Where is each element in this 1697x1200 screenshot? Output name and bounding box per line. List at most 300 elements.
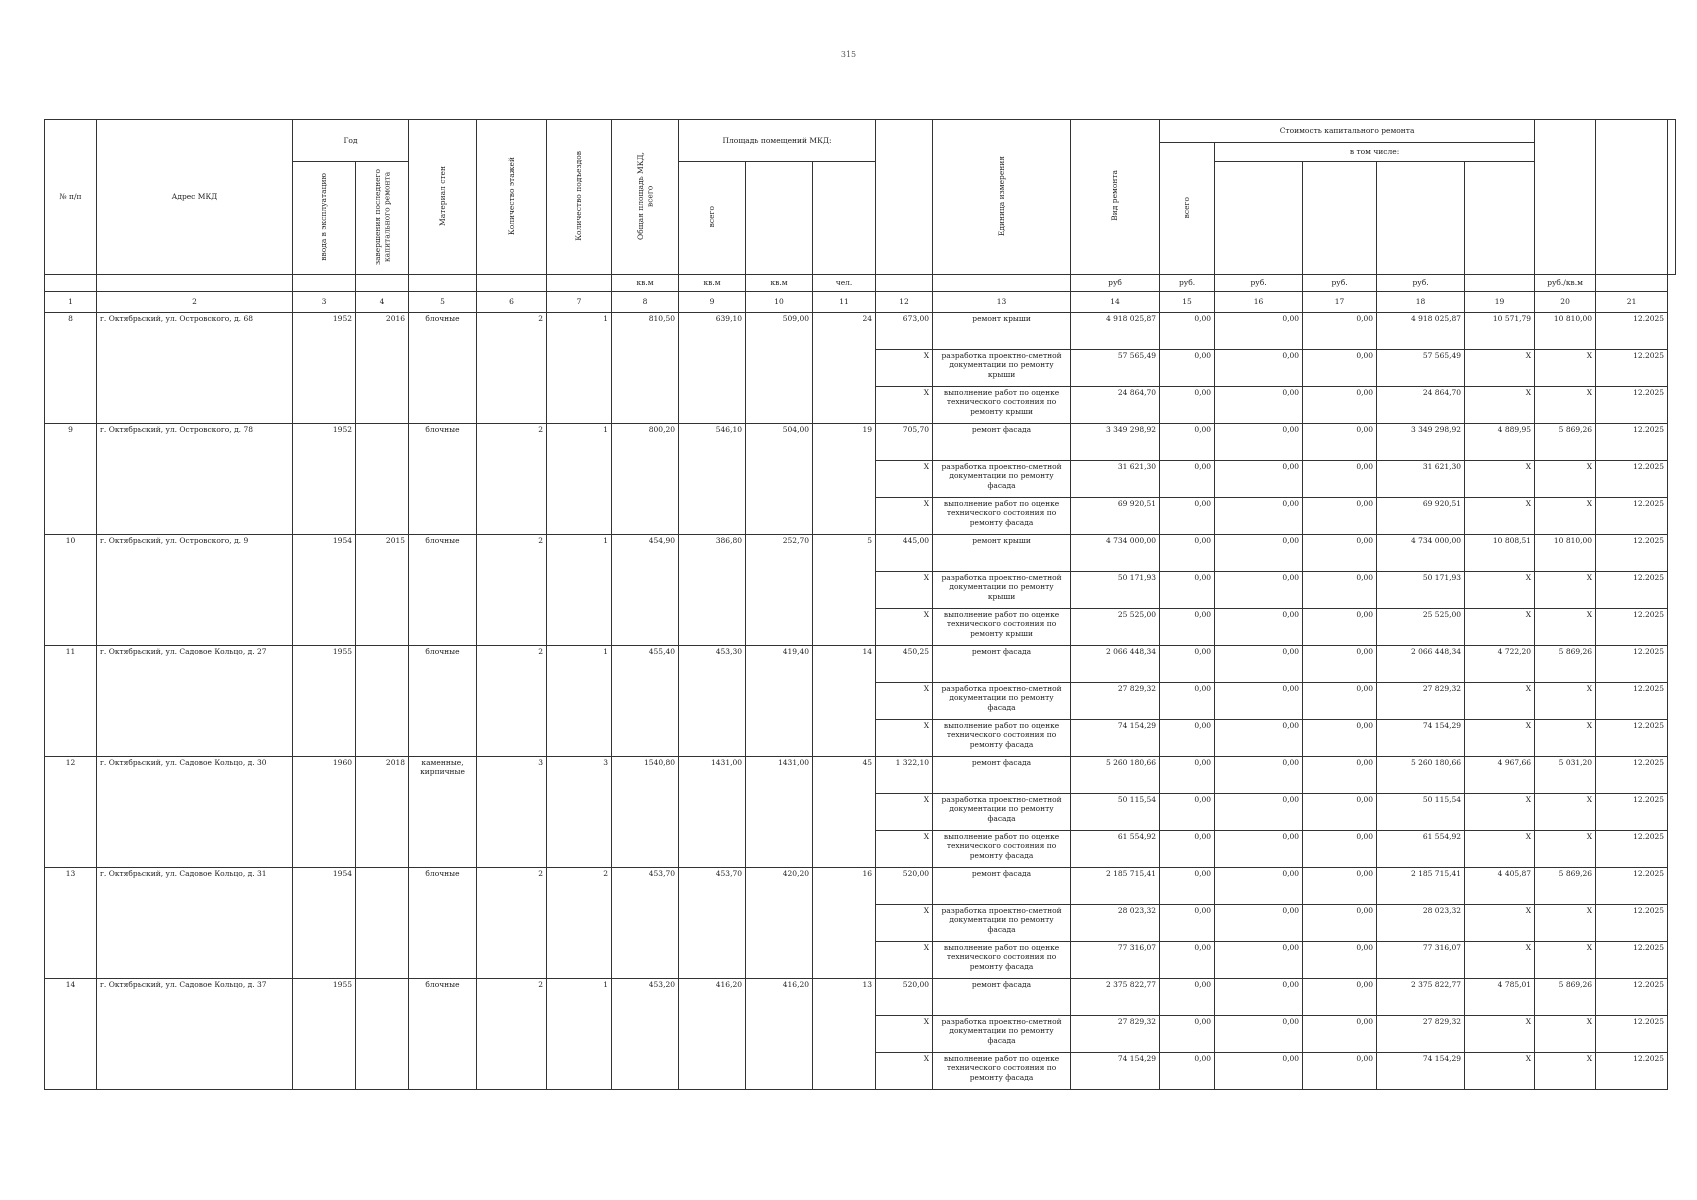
unit-cost-cell: 4 722,20 (1465, 646, 1535, 683)
address-cell: г. Октябрьский, ул. Садовое Кольцо, д. 27 (97, 646, 293, 757)
unit-cost-cell: X (1465, 683, 1535, 720)
date-cell: 12.2025 (1596, 461, 1668, 498)
material-cell: блочные (409, 868, 477, 979)
row-number: 11 (45, 646, 97, 757)
unit-cell (876, 275, 933, 292)
unit-cost-cell: X (1465, 461, 1535, 498)
cost-local-cell: 0,00 (1303, 609, 1377, 646)
floors-cell: 2 (477, 979, 547, 1090)
floors-cell: 2 (477, 646, 547, 757)
unit-cost-cell: X (1465, 720, 1535, 757)
total-area-cell: 455,40 (612, 646, 679, 757)
cost-total-cell: 5 260 180,66 (1071, 757, 1160, 794)
unit-cell (477, 275, 547, 292)
cost-owners-cell: 3 349 298,92 (1377, 424, 1465, 461)
table-row (45, 646, 1676, 683)
max-cost-cell: 10 810,00 (1535, 535, 1596, 572)
total-area-cell: 800,20 (612, 424, 679, 535)
cost-fund-cell: 0,00 (1160, 683, 1215, 720)
residents-cell: 24 (813, 313, 876, 424)
column-number: 1 (45, 292, 97, 313)
cost-republic-cell: 0,00 (1215, 498, 1303, 535)
date-cell: 12.2025 (1596, 757, 1668, 794)
max-cost-cell: X (1535, 350, 1596, 387)
quantity-cell: X (876, 387, 933, 424)
max-cost-cell: X (1535, 572, 1596, 609)
cost-fund-cell: 0,00 (1160, 313, 1215, 350)
unit-cell: кв.м (612, 275, 679, 292)
repair-kind-cell: выполнение работ по оценке технического состояния по ремонту фасада (933, 831, 1071, 868)
unit-cell: руб. (1377, 275, 1465, 292)
cost-local-cell: 0,00 (1303, 1016, 1377, 1053)
entrances-cell: 3 (547, 757, 612, 868)
floors-cell: 2 (477, 424, 547, 535)
total-area-cell: 810,50 (612, 313, 679, 424)
max-cost-cell: X (1535, 905, 1596, 942)
unit-cell: руб./кв.м (1535, 275, 1596, 292)
area-all-cell: 639,10 (679, 313, 746, 424)
unit-cost-cell: 4 405,87 (1465, 868, 1535, 905)
cost-fund-cell: 0,00 (1160, 720, 1215, 757)
repair-kind-cell: разработка проектно-сметной документации по ремонту фасада (933, 683, 1071, 720)
date-cell: 12.2025 (1596, 1053, 1668, 1090)
quantity-cell: X (876, 720, 933, 757)
hdr-total-area: Общая площадь МКД, всего (612, 120, 679, 275)
material-cell: блочные (409, 979, 477, 1090)
date-cell: 12.2025 (1596, 424, 1668, 461)
cost-republic-cell: 0,00 (1215, 387, 1303, 424)
page-number: 315 (840, 50, 857, 59)
cost-local-cell: 0,00 (1303, 350, 1377, 387)
quantity-cell: 705,70 (876, 424, 933, 461)
entrances-cell: 1 (547, 424, 612, 535)
total-area-cell: 453,20 (612, 979, 679, 1090)
entrances-cell: 1 (547, 979, 612, 1090)
column-number: 3 (293, 292, 356, 313)
cost-fund-cell: 0,00 (1160, 350, 1215, 387)
cost-local-cell: 0,00 (1303, 424, 1377, 461)
date-cell: 12.2025 (1596, 831, 1668, 868)
unit-cost-cell: 10 571,79 (1465, 313, 1535, 350)
max-cost-cell: 5 869,26 (1535, 424, 1596, 461)
hdr-address: Адрес МКД (97, 120, 293, 275)
quantity-cell: X (876, 1016, 933, 1053)
year-repair-cell (356, 424, 409, 535)
area-all-cell: 453,30 (679, 646, 746, 757)
year-repair-cell: 2016 (356, 313, 409, 424)
cost-total-cell: 61 554,92 (1071, 831, 1160, 868)
hdr-area-residential (746, 162, 813, 275)
cost-total-cell: 50 115,54 (1071, 794, 1160, 831)
total-area-cell: 453,70 (612, 868, 679, 979)
area-residential-cell: 252,70 (746, 535, 813, 646)
year-repair-cell (356, 646, 409, 757)
year-built-cell: 1960 (293, 757, 356, 868)
unit-cell: руб. (1303, 275, 1377, 292)
repair-kind-cell: разработка проектно-сметной документации по ремонту крыши (933, 350, 1071, 387)
year-built-cell: 1954 (293, 868, 356, 979)
max-cost-cell: X (1535, 683, 1596, 720)
table-row (45, 424, 1676, 461)
cost-owners-cell: 4 918 025,87 (1377, 313, 1465, 350)
max-cost-cell: 5 869,26 (1535, 868, 1596, 905)
date-cell: 12.2025 (1596, 942, 1668, 979)
address-cell: г. Октябрьский, ул. Садовое Кольцо, д. 31 (97, 868, 293, 979)
quantity-cell: 445,00 (876, 535, 933, 572)
area-residential-cell: 1431,00 (746, 757, 813, 868)
year-repair-cell (356, 979, 409, 1090)
hdr-unit: Единица измерения (933, 120, 1071, 275)
cost-republic-cell: 0,00 (1215, 757, 1303, 794)
cost-total-cell: 2 375 822,77 (1071, 979, 1160, 1016)
area-all-cell: 1431,00 (679, 757, 746, 868)
column-number: 2 (97, 292, 293, 313)
max-cost-cell: 5 869,26 (1535, 646, 1596, 683)
hdr-area-group: Площадь помещений МКД: (679, 120, 876, 162)
unit-cell: руб (1071, 275, 1160, 292)
date-cell: 12.2025 (1596, 905, 1668, 942)
quantity-cell: 673,00 (876, 313, 933, 350)
table-row (45, 757, 1676, 794)
cost-fund-cell: 0,00 (1160, 942, 1215, 979)
area-residential-cell: 509,00 (746, 313, 813, 424)
unit-cost-cell: X (1465, 572, 1535, 609)
max-cost-cell: X (1535, 831, 1596, 868)
unit-cost-cell: X (1465, 831, 1535, 868)
unit-cell (547, 275, 612, 292)
residents-cell: 45 (813, 757, 876, 868)
address-cell: г. Октябрьский, ул. Садовое Кольцо, д. 30 (97, 757, 293, 868)
cost-local-cell: 0,00 (1303, 868, 1377, 905)
year-built-cell: 1952 (293, 424, 356, 535)
quantity-cell: X (876, 831, 933, 868)
area-residential-cell: 504,00 (746, 424, 813, 535)
repair-kind-cell: разработка проектно-сметной документации по ремонту фасада (933, 905, 1071, 942)
max-cost-cell: X (1535, 461, 1596, 498)
column-number: 7 (547, 292, 612, 313)
hdr-repair-kind: Вид ремонта (1071, 120, 1160, 275)
cost-total-cell: 74 154,29 (1071, 1053, 1160, 1090)
cost-owners-cell: 74 154,29 (1377, 720, 1465, 757)
cost-owners-cell: 27 829,32 (1377, 1016, 1465, 1053)
max-cost-cell: X (1535, 498, 1596, 535)
cost-local-cell: 0,00 (1303, 461, 1377, 498)
quantity-cell: X (876, 572, 933, 609)
cost-republic-cell: 0,00 (1215, 313, 1303, 350)
column-number: 12 (876, 292, 933, 313)
address-cell: г. Октябрьский, ул. Островского, д. 78 (97, 424, 293, 535)
unit-cell (1596, 275, 1668, 292)
cost-total-cell: 2 066 448,34 (1071, 646, 1160, 683)
cost-owners-cell: 25 525,00 (1377, 609, 1465, 646)
max-cost-cell: X (1535, 609, 1596, 646)
entrances-cell: 1 (547, 313, 612, 424)
unit-cost-cell: 4 967,66 (1465, 757, 1535, 794)
hdr-cost-group: Стоимость капитального ремонта (1160, 120, 1535, 143)
cost-republic-cell: 0,00 (1215, 831, 1303, 868)
quantity-cell: X (876, 683, 933, 720)
cost-local-cell: 0,00 (1303, 387, 1377, 424)
cost-local-cell: 0,00 (1303, 646, 1377, 683)
area-all-cell: 386,80 (679, 535, 746, 646)
repair-kind-cell: выполнение работ по оценке технического состояния по ремонту фасада (933, 942, 1071, 979)
cost-fund-cell: 0,00 (1160, 757, 1215, 794)
unit-cost-cell: X (1465, 1053, 1535, 1090)
repair-kind-cell: выполнение работ по оценке технического состояния по ремонту крыши (933, 387, 1071, 424)
cost-local-cell: 0,00 (1303, 683, 1377, 720)
unit-cell (97, 275, 293, 292)
capital-repair-table (44, 119, 1676, 1090)
address-cell: г. Октябрьский, ул. Островского, д. 9 (97, 535, 293, 646)
unit-cost-cell: X (1465, 350, 1535, 387)
hdr-fund (1215, 162, 1303, 275)
date-cell: 12.2025 (1596, 683, 1668, 720)
entrances-cell: 2 (547, 868, 612, 979)
material-cell: каменные, кирпичные (409, 757, 477, 868)
unit-cost-cell: X (1465, 498, 1535, 535)
residents-cell: 19 (813, 424, 876, 535)
hdr-entrances: Количество подъездов (547, 120, 612, 275)
hdr-max-cost (1596, 120, 1668, 275)
material-cell: блочные (409, 313, 477, 424)
cost-owners-cell: 50 115,54 (1377, 794, 1465, 831)
column-number: 6 (477, 292, 547, 313)
repair-kind-cell: ремонт крыши (933, 535, 1071, 572)
date-cell: 12.2025 (1596, 794, 1668, 831)
cost-fund-cell: 0,00 (1160, 794, 1215, 831)
cost-local-cell: 0,00 (1303, 535, 1377, 572)
entrances-cell: 1 (547, 646, 612, 757)
cost-republic-cell: 0,00 (1215, 350, 1303, 387)
repair-kind-cell: разработка проектно-сметной документации по ремонту крыши (933, 572, 1071, 609)
unit-cell (1465, 275, 1535, 292)
cost-fund-cell: 0,00 (1160, 387, 1215, 424)
quantity-cell: X (876, 905, 933, 942)
hdr-material: Материал стен (409, 120, 477, 275)
date-cell: 12.2025 (1596, 572, 1668, 609)
quantity-cell: X (876, 461, 933, 498)
repair-kind-cell: выполнение работ по оценке технического состояния по ремонту фасада (933, 1053, 1071, 1090)
cost-total-cell: 2 185 715,41 (1071, 868, 1160, 905)
floors-cell: 3 (477, 757, 547, 868)
quantity-cell: X (876, 1053, 933, 1090)
cost-total-cell: 4 918 025,87 (1071, 313, 1160, 350)
date-cell: 12.2025 (1596, 1016, 1668, 1053)
max-cost-cell: X (1535, 720, 1596, 757)
unit-cell: руб. (1215, 275, 1303, 292)
max-cost-cell: X (1535, 942, 1596, 979)
column-number: 20 (1535, 292, 1596, 313)
cost-republic-cell: 0,00 (1215, 794, 1303, 831)
date-cell: 12.2025 (1596, 313, 1668, 350)
cost-owners-cell: 4 734 000,00 (1377, 535, 1465, 572)
quantity-cell: 520,00 (876, 979, 933, 1016)
date-cell: 12.2025 (1596, 609, 1668, 646)
hdr-cost-total: всего (1160, 143, 1215, 275)
table-row (45, 313, 1676, 350)
hdr-year-repair: завершения последнего капитального ремонта (356, 162, 409, 275)
quantity-cell: X (876, 350, 933, 387)
max-cost-cell: X (1535, 1016, 1596, 1053)
hdr-residents (876, 120, 933, 275)
repair-kind-cell: разработка проектно-сметной документации по ремонту фасада (933, 1016, 1071, 1053)
area-all-cell: 453,70 (679, 868, 746, 979)
hdr-republic-budget (1303, 162, 1377, 275)
max-cost-cell: 5 031,20 (1535, 757, 1596, 794)
cost-total-cell: 77 316,07 (1071, 942, 1160, 979)
cost-owners-cell: 27 829,32 (1377, 683, 1465, 720)
max-cost-cell: X (1535, 1053, 1596, 1090)
column-number: 9 (679, 292, 746, 313)
cost-local-cell: 0,00 (1303, 979, 1377, 1016)
date-cell: 12.2025 (1596, 498, 1668, 535)
area-residential-cell: 416,20 (746, 979, 813, 1090)
cost-total-cell: 50 171,93 (1071, 572, 1160, 609)
year-repair-cell: 2015 (356, 535, 409, 646)
material-cell: блочные (409, 424, 477, 535)
cost-local-cell: 0,00 (1303, 498, 1377, 535)
cost-total-cell: 27 829,32 (1071, 1016, 1160, 1053)
cost-owners-cell: 2 375 822,77 (1377, 979, 1465, 1016)
column-number: 8 (612, 292, 679, 313)
cost-republic-cell: 0,00 (1215, 572, 1303, 609)
max-cost-cell: X (1535, 387, 1596, 424)
quantity-cell: 450,25 (876, 646, 933, 683)
cost-republic-cell: 0,00 (1215, 979, 1303, 1016)
date-cell: 12.2025 (1596, 387, 1668, 424)
cost-republic-cell: 0,00 (1215, 424, 1303, 461)
cost-fund-cell: 0,00 (1160, 535, 1215, 572)
total-area-cell: 454,90 (612, 535, 679, 646)
date-cell: 12.2025 (1596, 720, 1668, 757)
cost-owners-cell: 28 023,32 (1377, 905, 1465, 942)
column-number: 17 (1303, 292, 1377, 313)
hdr-incl-group: в том числе: (1215, 143, 1535, 162)
quantity-cell: X (876, 609, 933, 646)
cost-owners-cell: 77 316,07 (1377, 942, 1465, 979)
cost-local-cell: 0,00 (1303, 757, 1377, 794)
cost-local-cell: 0,00 (1303, 313, 1377, 350)
cost-total-cell: 31 621,30 (1071, 461, 1160, 498)
area-all-cell: 416,20 (679, 979, 746, 1090)
material-cell: блочные (409, 535, 477, 646)
cost-fund-cell: 0,00 (1160, 609, 1215, 646)
unit-cost-cell: X (1465, 1016, 1535, 1053)
row-number: 8 (45, 313, 97, 424)
max-cost-cell: 5 869,26 (1535, 979, 1596, 1016)
cost-fund-cell: 0,00 (1160, 424, 1215, 461)
column-number: 18 (1377, 292, 1465, 313)
repair-kind-cell: ремонт фасада (933, 646, 1071, 683)
unit-cell (45, 275, 97, 292)
hdr-year-built: ввода в эксплуатацию (293, 162, 356, 275)
row-number: 10 (45, 535, 97, 646)
cost-total-cell: 4 734 000,00 (1071, 535, 1160, 572)
column-number: 14 (1071, 292, 1160, 313)
date-cell: 12.2025 (1596, 535, 1668, 572)
unit-cost-cell: 4 785,01 (1465, 979, 1535, 1016)
unit-cell (293, 275, 356, 292)
year-repair-cell (356, 868, 409, 979)
unit-cell (933, 275, 1071, 292)
cost-owners-cell: 24 864,70 (1377, 387, 1465, 424)
cost-fund-cell: 0,00 (1160, 646, 1215, 683)
cost-local-cell: 0,00 (1303, 831, 1377, 868)
cost-owners-cell: 2 066 448,34 (1377, 646, 1465, 683)
repair-kind-cell: ремонт фасада (933, 424, 1071, 461)
hdr-year-group: Год (293, 120, 409, 162)
repair-kind-cell: выполнение работ по оценке технического состояния по ремонту крыши (933, 609, 1071, 646)
cost-republic-cell: 0,00 (1215, 535, 1303, 572)
row-number: 9 (45, 424, 97, 535)
floors-cell: 2 (477, 535, 547, 646)
residents-cell: 16 (813, 868, 876, 979)
date-cell: 12.2025 (1596, 979, 1668, 1016)
area-residential-cell: 420,20 (746, 868, 813, 979)
quantity-cell: 520,00 (876, 868, 933, 905)
column-number: 11 (813, 292, 876, 313)
cost-republic-cell: 0,00 (1215, 646, 1303, 683)
cost-total-cell: 57 565,49 (1071, 350, 1160, 387)
cost-republic-cell: 0,00 (1215, 1016, 1303, 1053)
residents-cell: 13 (813, 979, 876, 1090)
column-number: 16 (1215, 292, 1303, 313)
unit-cost-cell: 4 889,95 (1465, 424, 1535, 461)
hdr-date (1668, 120, 1676, 275)
unit-cost-cell: 10 808,51 (1465, 535, 1535, 572)
cost-owners-cell: 74 154,29 (1377, 1053, 1465, 1090)
repair-kind-cell: выполнение работ по оценке технического состояния по ремонту фасада (933, 498, 1071, 535)
cost-owners-cell: 61 554,92 (1377, 831, 1465, 868)
year-built-cell: 1952 (293, 313, 356, 424)
cost-local-cell: 0,00 (1303, 1053, 1377, 1090)
hdr-owners (1465, 162, 1535, 275)
cost-total-cell: 24 864,70 (1071, 387, 1160, 424)
date-cell: 12.2025 (1596, 868, 1668, 905)
cost-total-cell: 27 829,32 (1071, 683, 1160, 720)
floors-cell: 2 (477, 313, 547, 424)
residents-cell: 14 (813, 646, 876, 757)
repair-kind-cell: разработка проектно-сметной документации по ремонту фасада (933, 794, 1071, 831)
cost-local-cell: 0,00 (1303, 572, 1377, 609)
unit-cost-cell: X (1465, 905, 1535, 942)
cost-republic-cell: 0,00 (1215, 905, 1303, 942)
cost-owners-cell: 50 171,93 (1377, 572, 1465, 609)
unit-cell (356, 275, 409, 292)
unit-cell: кв.м (746, 275, 813, 292)
cost-republic-cell: 0,00 (1215, 942, 1303, 979)
year-built-cell: 1955 (293, 979, 356, 1090)
repair-kind-cell: ремонт фасада (933, 979, 1071, 1016)
date-cell: 12.2025 (1596, 646, 1668, 683)
cost-republic-cell: 0,00 (1215, 868, 1303, 905)
quantity-cell: X (876, 498, 933, 535)
column-number: 4 (356, 292, 409, 313)
unit-cost-cell: X (1465, 942, 1535, 979)
unit-cell (409, 275, 477, 292)
material-cell: блочные (409, 646, 477, 757)
hdr-area-tenants (813, 162, 876, 275)
column-number: 10 (746, 292, 813, 313)
cost-republic-cell: 0,00 (1215, 720, 1303, 757)
address-cell: г. Октябрьский, ул. Островского, д. 68 (97, 313, 293, 424)
table-row (45, 535, 1676, 572)
hdr-area-all: всего (679, 162, 746, 275)
row-number: 14 (45, 979, 97, 1090)
cost-owners-cell: 2 185 715,41 (1377, 868, 1465, 905)
hdr-floors: Количество этажей (477, 120, 547, 275)
max-cost-cell: X (1535, 794, 1596, 831)
